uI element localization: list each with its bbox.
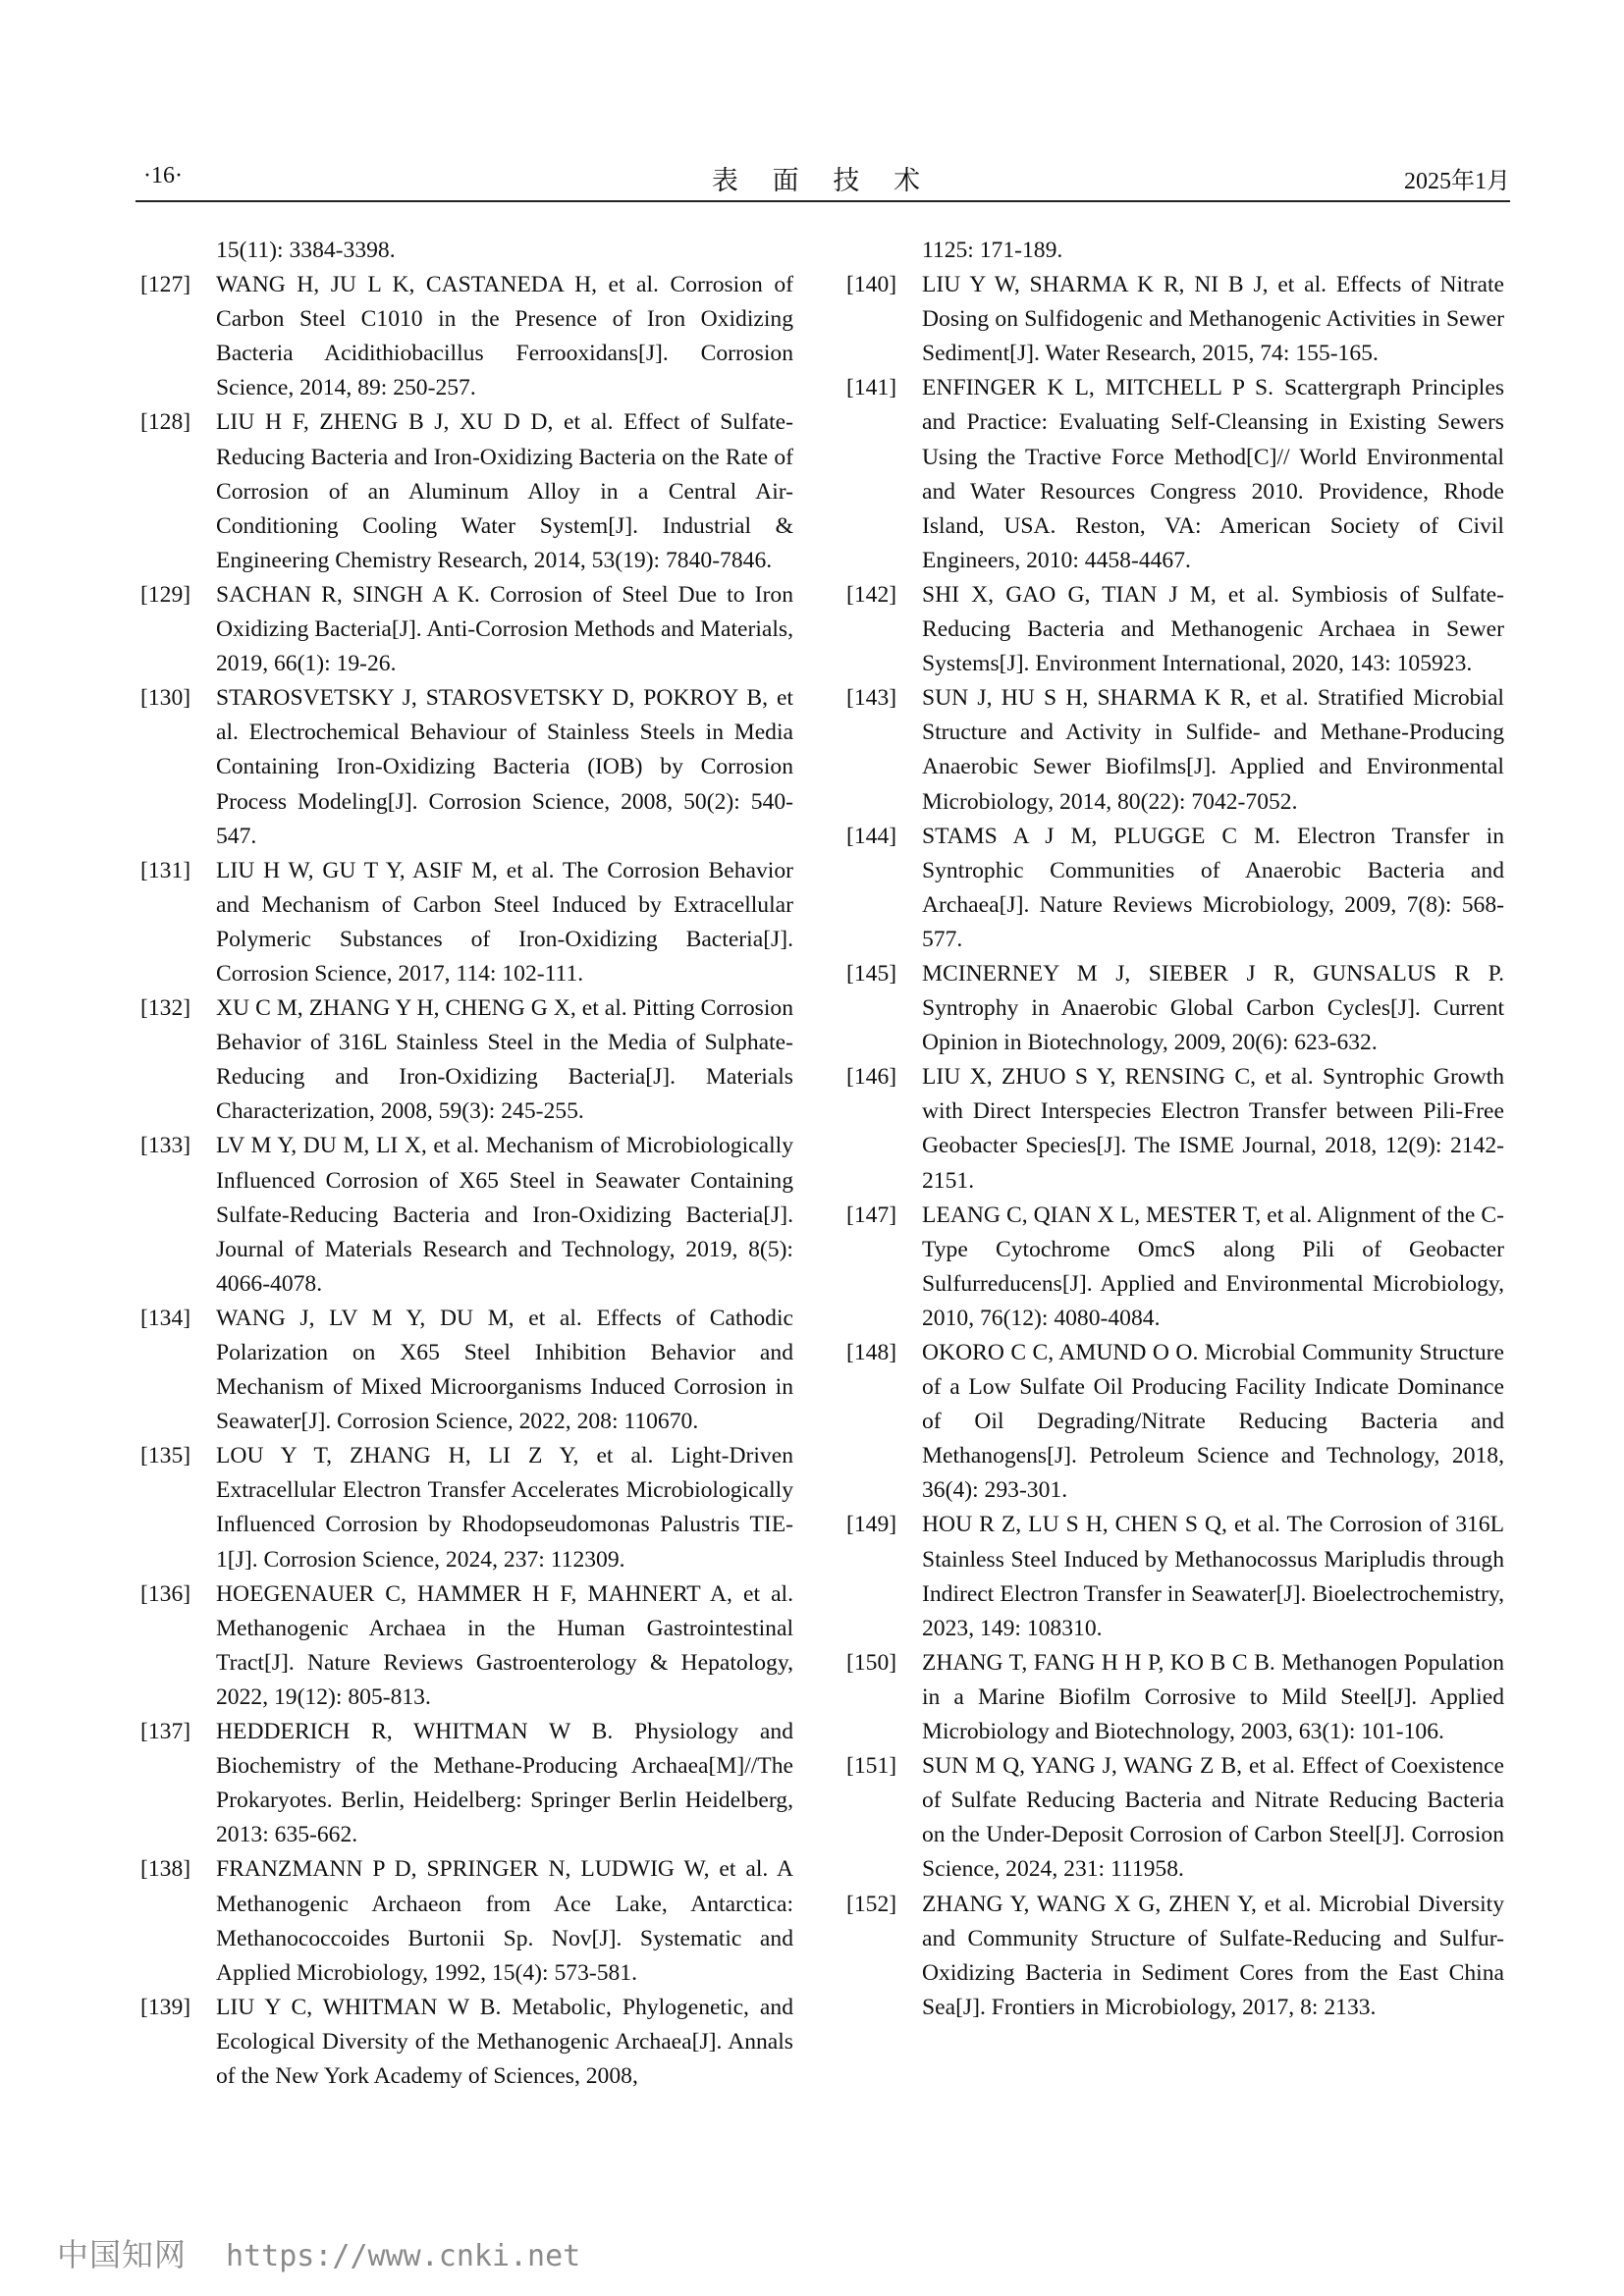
reference-number: [138] xyxy=(140,1856,191,1883)
reference-entry xyxy=(140,854,793,991)
reference-number: [150] xyxy=(846,1649,897,1676)
reference-text: HEDDERICH R, WHITMAN W B. Physiology and Biochemistry of the Methane-Producing Archaea[M]//The Prokaryotes. Berlin, Heidelberg: Springer Berlin Heidelberg, 2013: 635-662. xyxy=(216,1719,793,1848)
reference-number: [152] xyxy=(846,1891,897,1917)
reference-entry xyxy=(846,268,1504,371)
reference-entry xyxy=(140,405,793,577)
issue-date: 2025年1月 xyxy=(1404,169,1510,194)
reference-number: [145] xyxy=(846,960,897,987)
reference-number: [141] xyxy=(846,375,897,401)
reference-text: OKORO C C, AMUND O O. Microbial Community Structure of a Low Sulfate Oil Producing Facility Indicate Dominance of Oil Degrading/Nitrate Reducing Bacteria and Methanogens[J]. Petroleum Science and Technology, 2018, 36(4): 293-301. xyxy=(922,1340,1504,1504)
reference-text: STAROSVETSKY J, STAROSVETSKY D, POKROY B, et al. Electrochemical Behaviour of Stainless Steels in Media Containing Iron-Oxidizing Bacteria (IOB) by Corrosion Process Modeling[J]. Corrosion Science, 2008, 50(2): 540-547. xyxy=(216,685,793,849)
reference-number: [128] xyxy=(140,409,191,436)
reference-entry xyxy=(846,1888,1504,2025)
reference-text: SHI X, GAO G, TIAN J M, et al. Symbiosis of Sulfate-Reducing Bacteria and Methanogenic Archaea in Sewer Systems[J]. Environment International, 2020, 143: 105923. xyxy=(922,581,1504,677)
reference-entry xyxy=(140,991,793,1129)
reference-entry xyxy=(846,957,1504,1060)
reference-number: [140] xyxy=(846,272,897,298)
reference-number: [130] xyxy=(140,685,191,712)
reference-entry xyxy=(140,1852,793,1990)
reference-number: [151] xyxy=(846,1753,897,1780)
reference-entry xyxy=(846,1749,1504,1887)
reference-number: [143] xyxy=(846,685,897,712)
reference-text: LEANG C, QIAN X L, MESTER T, et al. Alignment of the C-Type Cytochrome OmcS along Pili of Geobacter Sulfurreducens[J]. Applied and Environmental Microbiology, 2010, 76(12): 4080-4084. xyxy=(922,1201,1504,1331)
reference-number: [127] xyxy=(140,272,191,298)
reference-number: [146] xyxy=(846,1064,897,1091)
reference-entry xyxy=(846,1060,1504,1198)
reference-text: SACHAN R, SINGH A K. Corrosion of Steel Due to Iron Oxidizing Bacteria[J]. Anti-Corrosion Methods and Materials, 2019, 66(1): 19-26. xyxy=(216,581,793,677)
reference-number: [136] xyxy=(140,1580,191,1607)
reference-number: [144] xyxy=(846,823,897,849)
reference-entry xyxy=(846,681,1504,819)
reference-entry xyxy=(846,1336,1504,1508)
reference-entry xyxy=(140,681,793,853)
reference-text: ZHANG T, FANG H H P, KO B C B. Methanogen Population in a Marine Biofilm Corrosive to Mild Steel[J]. Applied Microbiology and Biotechnology, 2003, 63(1): 101-106. xyxy=(922,1649,1504,1745)
reference-entry xyxy=(846,1199,1504,1336)
reference-number: [133] xyxy=(140,1133,191,1159)
watermark-site-name: 中国知网 xyxy=(57,2236,188,2273)
reference-number: [135] xyxy=(140,1443,191,1469)
reference-entry xyxy=(140,1715,793,1852)
reference-entry xyxy=(140,578,793,681)
page-header xyxy=(135,155,1510,202)
reference-text: HOEGENAUER C, HAMMER H F, MAHNERT A, et al. Methanogenic Archaea in the Human Gastrointestinal Tract[J]. Nature Reviews Gastroenterology & Hepatology, 2022, 19(12): 805-813. xyxy=(216,1580,793,1710)
reference-text: STAMS A J M, PLUGGE C M. Electron Transfer in Syntrophic Communities of Anaerobic Bacteria and Archaea[J]. Nature Reviews Microbiology, 2009, 7(8): 568-577. xyxy=(922,823,1504,952)
reference-entry xyxy=(846,578,1504,681)
reference-text: MCINERNEY M J, SIEBER J R, GUNSALUS R P. Syntrophy in Anaerobic Global Carbon Cycles[J]. Current Opinion in Biotechnology, 2009, 20(6): 623-632. xyxy=(922,960,1504,1056)
reference-text: SUN J, HU S H, SHARMA K R, et al. Stratified Microbial Structure and Activity in Sulfide- and Methane-Producing Anaerobic Sewer Biofilms[J]. Applied and Environmental Microbiology, 2014, 80(22): 7042-7052. xyxy=(922,685,1504,815)
reference-entry xyxy=(140,1302,793,1439)
reference-number: [132] xyxy=(140,995,191,1022)
reference-entry xyxy=(846,1646,1504,1749)
right-column xyxy=(846,234,1504,2025)
reference-number: [129] xyxy=(140,581,191,608)
page-number: ·16· xyxy=(143,163,183,188)
reference-number: [137] xyxy=(140,1719,191,1745)
reference-number: [149] xyxy=(846,1512,897,1538)
reference-text: WANG J, LV M Y, DU M, et al. Effects of Cathodic Polarization on X65 Steel Inhibition Behavior and Mechanism of Mixed Microorganisms Induced Corrosion in Seawater[J]. Corrosion Science, 2022, 208: 110670. xyxy=(216,1305,793,1435)
reference-number: [131] xyxy=(140,857,191,883)
reference-text: HOU R Z, LU S H, CHEN S Q, et al. The Corrosion of 316L Stainless Steel Induced by Methanocossus Maripludis through Indirect Electron Transfer in Seawater[J]. Bioelectrochemistry, 2023, 149: 108310. xyxy=(922,1512,1504,1641)
reference-text: LIU Y W, SHARMA K R, NI B J, et al. Effects of Nitrate Dosing on Sulfidogenic and Methanogenic Activities in Sewer Sediment[J]. Water Research, 2015, 74: 155-165. xyxy=(922,272,1504,367)
reference-entry xyxy=(140,1129,793,1301)
reference-continuation: 15(11): 3384-3398. xyxy=(216,238,396,263)
reference-text: SUN M Q, YANG J, WANG Z B, et al. Effect of Coexistence of Sulfate Reducing Bacteria and Nitrate Reducing Bacteria on the Under-Deposit Corrosion of Carbon Steel[J]. Corrosion Science, 2024, 231: 111958. xyxy=(922,1753,1504,1883)
reference-text: LV M Y, DU M, LI X, et al. Mechanism of Microbiologically Influenced Corrosion of X65 Steel in Seawater Containing Sulfate-Reducing Bacteria and Iron-Oxidizing Bacteria[J]. Journal of Materials Research and Technology, 2019, 8(5): 4066-4078. xyxy=(216,1133,793,1297)
left-column xyxy=(140,234,793,2094)
reference-text: ZHANG Y, WANG X G, ZHEN Y, et al. Microbial Diversity and Community Structure of Sulfate-Reducing and Sulfur-Oxidizing Bacteria in Sediment Cores from the East China Sea[J]. Frontiers in Microbiology, 2017, 8: 2133. xyxy=(922,1891,1504,2020)
reference-number: [139] xyxy=(140,1994,191,2020)
reference-text: ENFINGER K L, MITCHELL P S. Scattergraph Principles and Practice: Evaluating Self-Cleansing in Existing Sewers Using the Tractive Force Method[C]// World Environmental and Water Resources Congress 2010. Providence, Rhode Island, USA. Reston, VA: American Society of Civil Engineers, 2010: 4458-4467. xyxy=(922,375,1504,573)
reference-text: LOU Y T, ZHANG H, LI Z Y, et al. Light-Driven Extracellular Electron Transfer Accelerates Microbiologically Influenced Corrosion by Rhodopseudomonas Palustris TIE-1[J]. Corrosion Science, 2024, 237: 112309. xyxy=(216,1443,793,1573)
reference-entry xyxy=(846,1508,1504,1645)
reference-text: LIU H F, ZHENG B J, XU D D, et al. Effect of Sulfate-Reducing Bacteria and Iron-Oxidizing Bacteria on the Rate of Corrosion of an Aluminum Alloy in a Central Air-Conditioning Cooling Water System[J]. Industrial & Engineering Chemistry Research, 2014, 53(19): 7840-7846. xyxy=(216,409,793,573)
reference-continuation: 1125: 171-189. xyxy=(922,238,1063,263)
reference-text: LIU H W, GU T Y, ASIF M, et al. The Corrosion Behavior and Mechanism of Carbon Steel Induced by Extracellular Polymeric Substances of Iron-Oxidizing Bacteria[J]. Corrosion Science, 2017, 114: 102-111. xyxy=(216,857,793,987)
reference-number: [148] xyxy=(846,1340,897,1365)
reference-number: [147] xyxy=(846,1201,897,1228)
reference-number: [134] xyxy=(140,1305,191,1331)
reference-text: WANG H, JU L K, CASTANEDA H, et al. Corrosion of Carbon Steel C1010 in the Presence of Iron Oxidizing Bacteria Acidithiobacillus Ferrooxidans[J]. Corrosion Science, 2014, 89: 250-257. xyxy=(216,272,793,401)
reference-text: XU C M, ZHANG Y H, CHENG G X, et al. Pitting Corrosion Behavior of 316L Stainless Steel in the Media of Sulphate-Reducing and Iron-Oxidizing Bacteria[J]. Materials Characterization, 2008, 59(3): 245-255. xyxy=(216,995,793,1125)
watermark-url[interactable]: https://www.cnki.net xyxy=(226,2239,581,2273)
reference-entry xyxy=(140,1577,793,1715)
reference-text: FRANZMANN P D, SPRINGER N, LUDWIG W, et al. A Methanogenic Archaeon from Ace Lake, Antarctica: Methanococcoides Burtonii Sp. Nov[J]. Systematic and Applied Microbiology, 1992, 15(4): 573-581. xyxy=(216,1856,793,1986)
reference-entry xyxy=(140,1991,793,2094)
reference-number: [142] xyxy=(846,581,897,608)
reference-text: LIU Y C, WHITMAN W B. Metabolic, Phylogenetic, and Ecological Diversity of the Methanogenic Archaea[J]. Annals of the New York Academy of Sciences, 2008, xyxy=(216,1994,793,2089)
reference-entry xyxy=(846,371,1504,578)
cnki-watermark xyxy=(57,2230,580,2275)
journal-title: 表 面 技 术 xyxy=(711,166,935,195)
reference-entry xyxy=(846,820,1504,957)
reference-entry xyxy=(140,1439,793,1576)
reference-text: LIU X, ZHUO S Y, RENSING C, et al. Syntrophic Growth with Direct Interspecies Electron Transfer between Pili-Free Geobacter Species[J]. The ISME Journal, 2018, 12(9): 2142-2151. xyxy=(922,1064,1504,1194)
reference-entry xyxy=(140,268,793,405)
